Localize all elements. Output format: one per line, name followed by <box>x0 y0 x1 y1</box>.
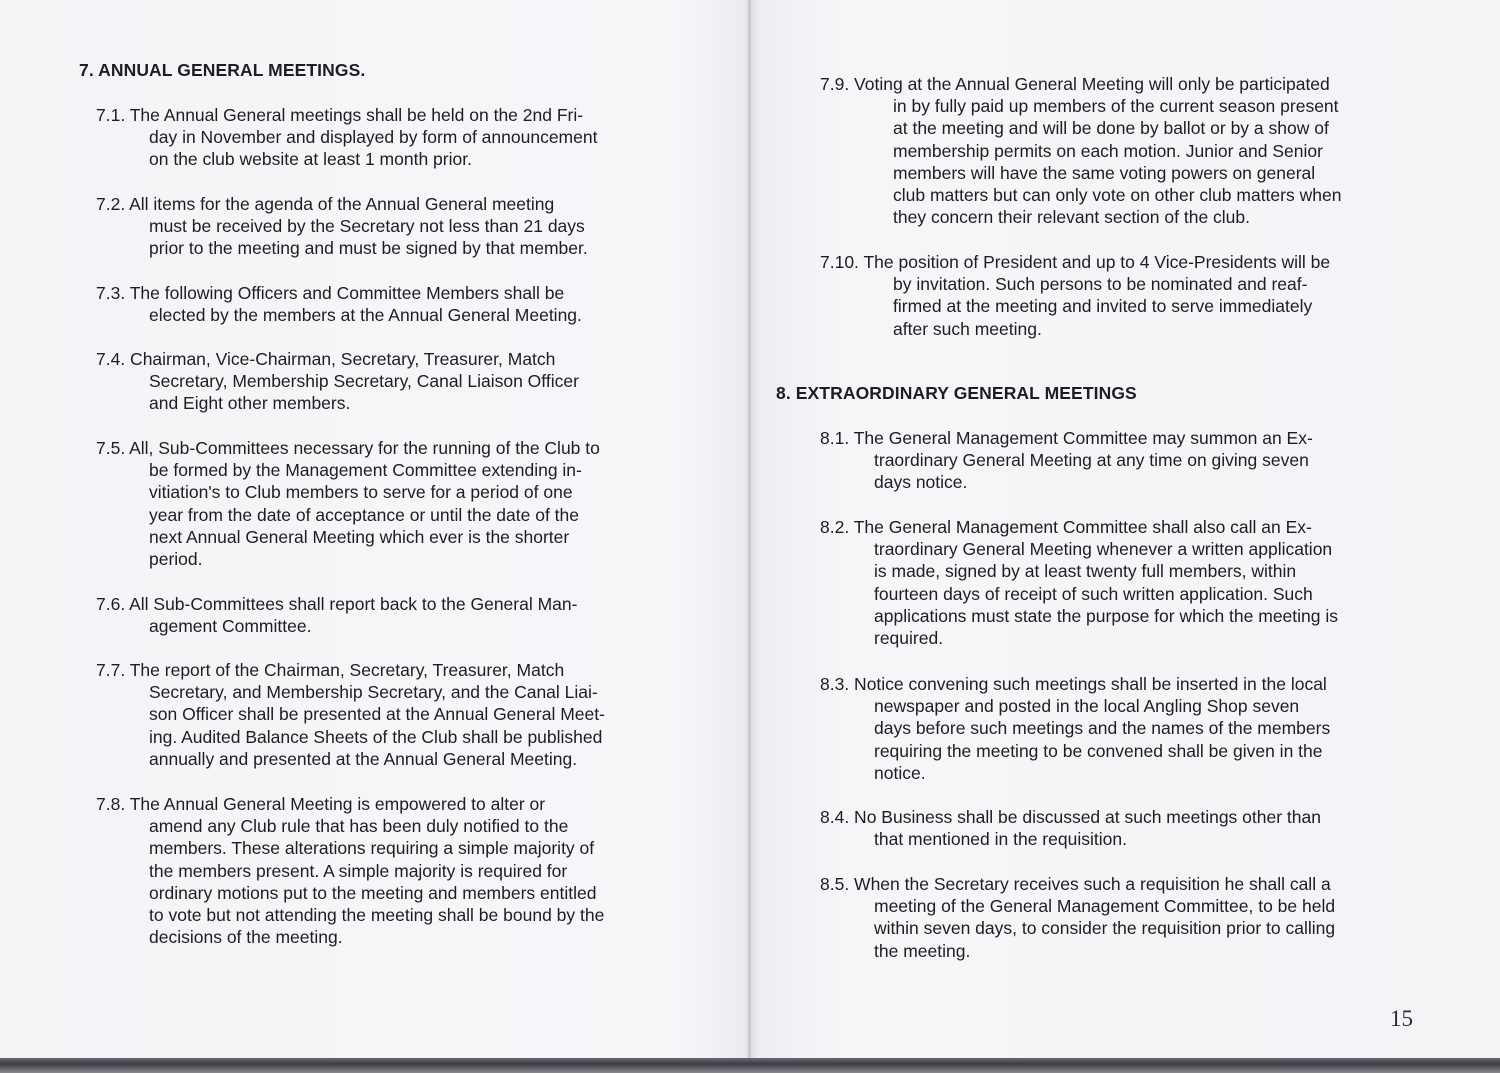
rule-line: decisions of the meeting. <box>149 927 343 948</box>
rule-line: annually and presented at the Annual General Meeting. <box>149 748 578 769</box>
rule-line: club matters but can only vote on other club matters when <box>893 185 1342 206</box>
rule-line: son Officer shall be presented at the Annual General Meet- <box>149 704 605 725</box>
rule-line: by invitation. Such persons to be nominated and reaf- <box>893 274 1308 295</box>
rule-line: days notice. <box>874 472 968 493</box>
rule-line: Secretary, and Membership Secretary, and the Canal Liai- <box>149 682 598 703</box>
rule-line: elected by the members at the Annual General Meeting. <box>149 305 582 326</box>
rule-line: 7.1. The Annual General meetings shall be held on the 2nd Fri- <box>96 105 584 125</box>
rule-line: 8.4. No Business shall be discussed at such meetings other than <box>820 807 1321 827</box>
rule-line: members will have the same voting powers on general <box>893 162 1316 183</box>
rule-7-4 <box>96 348 579 415</box>
rule-8-1 <box>820 427 1313 494</box>
rule-line: be formed by the Management Committee extending in- <box>149 460 582 481</box>
rule-line: ing. Audited Balance Sheets of the Club shall be published <box>149 726 603 747</box>
rule-line: fourteen days of receipt of such written application. Such <box>874 583 1313 604</box>
rule-7-6 <box>96 593 577 637</box>
rule-line: is made, signed by at least twenty full members, within <box>874 561 1297 582</box>
right-page <box>751 0 1500 1058</box>
rule-7-8 <box>96 793 604 948</box>
rule-line: the meeting. <box>874 940 971 961</box>
rule-line: 8.5. When the Secretary receives such a requisition he shall call a <box>820 874 1331 894</box>
rule-line: 7.4. Chairman, Vice-Chairman, Secretary, Treasurer, Match <box>96 349 556 369</box>
rule-line: ordinary motions put to the meeting and members entitled <box>149 882 597 903</box>
rule-line: 7.3. The following Officers and Committee Members shall be <box>96 283 565 303</box>
rule-8-4 <box>820 806 1321 850</box>
rule-7-2 <box>96 193 588 260</box>
rule-line: notice. <box>874 762 926 783</box>
rule-line: 7.9. Voting at the Annual General Meeting will only be participated <box>820 74 1330 94</box>
rule-line: in by fully paid up members of the current season present <box>893 96 1339 117</box>
rule-line: required. <box>874 628 944 649</box>
rule-line: 7.6. All Sub-Committees shall report back to the General Man- <box>96 594 578 614</box>
rule-line: amend any Club rule that has been duly notified to the <box>149 816 569 837</box>
rule-line: firmed at the meeting and invited to serve immediately <box>893 296 1313 317</box>
rule-line: prior to the meeting and must be signed by that member. <box>149 238 588 259</box>
rule-7-9 <box>820 73 1341 228</box>
section-7-heading: 7. ANNUAL GENERAL MEETINGS. <box>79 60 366 80</box>
section-8-heading: 8. EXTRAORDINARY GENERAL MEETINGS <box>776 383 1137 403</box>
rule-7-5 <box>96 437 600 570</box>
rule-line: to vote but not attending the meeting shall be bound by the <box>149 905 605 926</box>
rule-8-2 <box>820 516 1338 649</box>
rule-line: 7.8. The Annual General Meeting is empowered to alter or <box>96 794 546 814</box>
rule-line: traordinary General Meeting whenever a written application <box>874 539 1333 560</box>
rule-line: next Annual General Meeting which ever is the shorter <box>149 526 570 547</box>
rule-line: days before such meetings and the names of the members <box>874 718 1331 739</box>
rule-7-10 <box>820 251 1330 340</box>
rule-line: vitiation's to Club members to serve for a period of one <box>149 482 573 503</box>
rule-line: must be received by the Secretary not less than 21 days <box>149 216 585 237</box>
page-number: 15 <box>1390 1006 1413 1031</box>
rule-line: on the club website at least 1 month prior. <box>149 149 472 170</box>
rule-line: year from the date of acceptance or until the date of the <box>149 504 579 525</box>
rule-line: traordinary General Meeting at any time on giving seven <box>874 450 1309 471</box>
rule-line: that mentioned in the requisition. <box>874 829 1127 850</box>
rule-line: newspaper and posted in the local Angling Shop seven <box>874 696 1300 717</box>
rule-line: 7.5. All, Sub-Committees necessary for the running of the Club to <box>96 438 600 458</box>
rule-line: 7.2. All items for the agenda of the Annual General meeting <box>96 194 555 214</box>
rule-8-5 <box>820 873 1335 962</box>
rule-line: requiring the meeting to be convened shall be given in the <box>874 740 1323 761</box>
rule-line: agement Committee. <box>149 616 312 637</box>
rule-line: 8.1. The General Management Committee may summon an Ex- <box>820 428 1313 448</box>
rule-line: and Eight other members. <box>149 393 351 414</box>
rule-7-1 <box>96 104 597 171</box>
rule-line: the members present. A simple majority is required for <box>149 860 568 881</box>
rule-7-7 <box>96 659 605 770</box>
rule-line: at the meeting and will be done by ballot or by a show of <box>893 118 1329 139</box>
rule-line: applications must state the purpose for which the meeting is <box>874 605 1338 626</box>
rule-line: 8.2. The General Management Committee shall also call an Ex- <box>820 517 1312 537</box>
rule-line: day in November and displayed by form of announcement <box>149 127 598 148</box>
rule-line: 7.7. The report of the Chairman, Secretary, Treasurer, Match <box>96 660 565 680</box>
rule-line: period. <box>149 549 203 570</box>
rule-line: 7.10. The position of President and up to 4 Vice-Presidents will be <box>820 252 1331 272</box>
rule-line: members. These alterations requiring a simple majority of <box>149 838 595 859</box>
rule-8-3 <box>820 673 1330 784</box>
rule-line: within seven days, to consider the requisition prior to calling <box>874 918 1336 939</box>
rule-line: Secretary, Membership Secretary, Canal Liaison Officer <box>149 371 579 392</box>
rule-line: meeting of the General Management Committee, to be held <box>874 896 1336 917</box>
left-page <box>0 0 748 1058</box>
rule-line: they concern their relevant section of the club. <box>893 207 1251 228</box>
rule-7-3 <box>96 282 582 326</box>
scan-bottom-edge <box>0 1058 1500 1073</box>
rule-line: after such meeting. <box>893 318 1042 339</box>
rule-line: membership permits on each motion. Junior and Senior <box>893 140 1323 161</box>
rule-line: 8.3. Notice convening such meetings shall be inserted in the local <box>820 674 1327 694</box>
